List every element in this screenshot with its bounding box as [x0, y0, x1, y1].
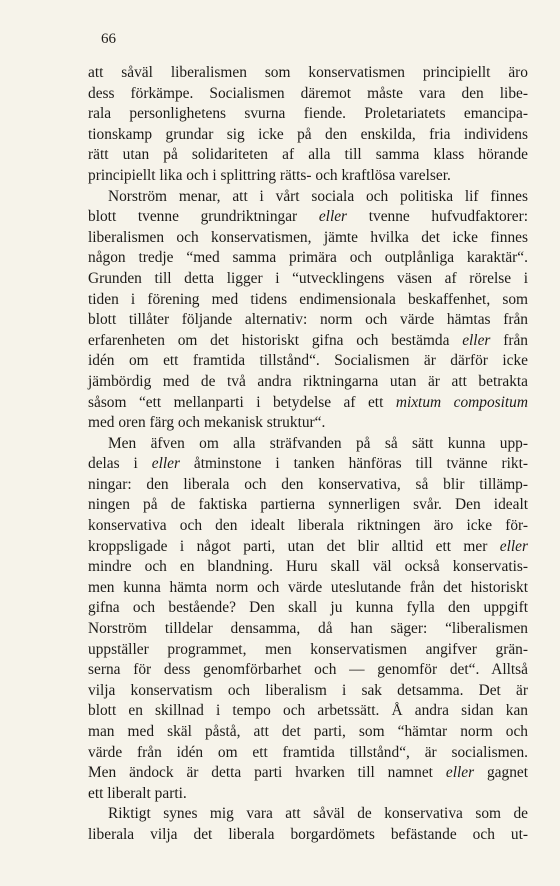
text-line: Men ändock är detta parti hvarken till namnet eller gagnet: [88, 764, 528, 782]
text-line: mindre och en blandning. Huru skall väl också konservatis-: [88, 558, 528, 576]
italic-phrase: eller: [462, 331, 491, 349]
paragraph-start-line: Men äfven om alla sträfvanden på så sätt kunna upp-: [108, 434, 528, 452]
italic-phrase: eller: [318, 208, 348, 226]
text-line: någon tredje “med samma primära och outplånliga karaktär“.: [88, 249, 528, 267]
text-line: erfarenheten om det historiskt gifna och bestämda eller från: [88, 331, 528, 349]
text-line: blott tillåter följande alternativ: norm och värde hämtas från: [88, 311, 528, 329]
paragraph-start-line: Riktigt synes mig vara att såväl de konservativa som de: [108, 805, 528, 823]
text-line: man med skäl påstå, att det parti, som “hämtar norm och: [88, 723, 528, 740]
text-line: kroppsligade i något parti, utan det blir alltid ett mer eller: [88, 537, 528, 555]
italic-phrase: mixtum compositum: [395, 393, 528, 411]
text-line: konservativa och den idealt liberala riktningen äro icke för-: [88, 517, 528, 535]
text-line: blott en skillnad i tempo och arbetssätt. Å andra sidan kan: [88, 702, 528, 720]
text-line: såsom “ett mellanparti i betydelse af ett mixtum compositum: [88, 393, 528, 411]
text-line: Grunden till detta ligger i “utvecklingens väsen af rörelse i: [88, 269, 528, 287]
text-line: med oren färg och mekanisk struktur“.: [88, 414, 326, 432]
italic-phrase: eller: [151, 455, 180, 473]
text-line: blott tvenne grundriktningar eller tvenne hufvudfaktorer:: [88, 208, 528, 226]
text-line: tionskamp grundar sig icke på den enskilda, fria individens: [88, 125, 528, 143]
text-line: vilja konservatism och liberalism i sak detsamma. Det är: [88, 681, 528, 699]
text-line: delas i eller åtminstone i tanken hänföras till tvänne rikt-: [88, 455, 528, 473]
text-line: rala personlighetens svurna fiende. Proletariatets emancipa-: [88, 105, 528, 123]
text-line: men kunna hämta norm och värde uteslutande från det historiskt: [88, 578, 528, 596]
text-line: liberala vilja det liberala borgardömets befästande och ut-: [88, 825, 528, 843]
text-line: idén om ett framtida tillstånd“. Socialismen är därför icke: [88, 352, 528, 370]
body-text: [88, 63, 528, 846]
text-line: ningen på de faktiska partierna synnerligen svår. Den idealt: [88, 496, 528, 514]
italic-phrase: eller: [445, 764, 475, 782]
paragraph-start-line: Norström menar, att i vårt sociala och politiska lif finnes: [108, 187, 528, 205]
text-line: att såväl liberalismen som konservatismen principiellt äro: [88, 64, 528, 81]
text-line: serna för dess genomförbarhet och — genomför det“. Alltså: [88, 661, 528, 679]
text-line: uppställer programmet, men konservatismen angifver grän-: [88, 640, 528, 658]
text-line: ningar: den liberala och den konservativa, så blir tillämp-: [88, 475, 528, 493]
text-line: liberalismen och konservatismen, jämte hvilka det icke finnes: [88, 228, 528, 246]
text-line: ett liberalt parti.: [88, 784, 187, 802]
text-line: rätt utan på solidariteten af alla till samma klass hörande: [88, 146, 528, 164]
text-line: gifna och bestående? Den skall ju kunna fylla den uppgift: [88, 599, 528, 617]
text-line: principiellt lika och i splittring rätts- och kraftlösa varelser.: [88, 166, 451, 184]
text-line: tiden i förening med tidens endimensionala beskaffenhet, som: [88, 290, 528, 308]
text-line: Norström tilldelar densamma, då han säger: “liberalismen: [88, 620, 528, 638]
text-line: jämbördig med de två andra riktningarna utan är att betrakta: [88, 372, 528, 390]
text-line: dess förkämpe. Socialismen däremot måste vara den libe-: [88, 84, 528, 102]
text-line: värde från idén om ett framtida tillstånd“, är socialismen.: [88, 743, 528, 761]
page-number: 66: [101, 31, 116, 47]
italic-phrase: eller: [499, 537, 528, 555]
